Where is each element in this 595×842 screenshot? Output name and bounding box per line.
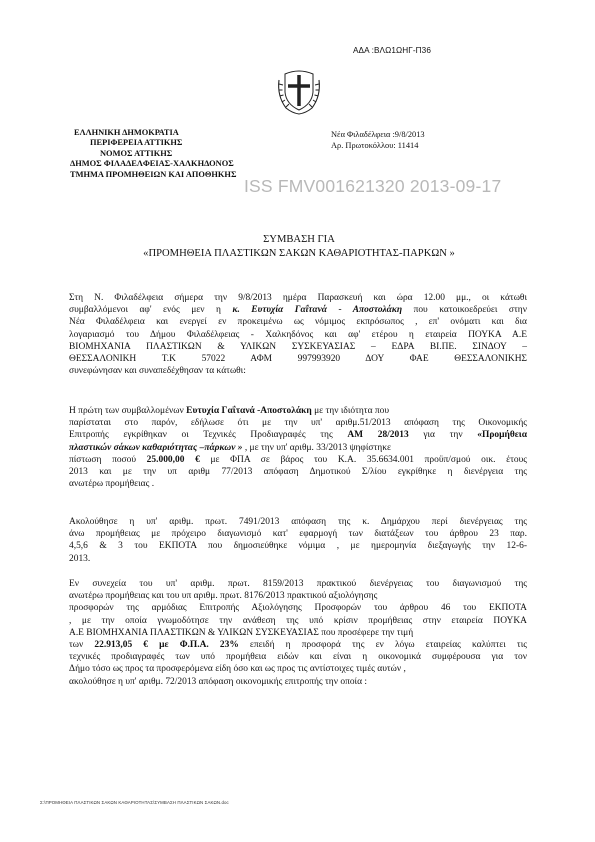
protocol-number: Αρ. Πρωτοκόλλου: 11414 — [331, 140, 419, 150]
paragraph-parties: Στη Ν. Φιλαδέλφεια σήμερα την 9/8/2013 ημέρα Παρασκευή και ώρα 12.00 μμ., οι κάτωθι συμβαλλόμενοι αφ' ενός μεν η κ. Ευτυχία Γαΐτανά - Αποστολάκη που κατοικοεδρεύει στην Νέα Φιλαδέλφεια και ενεργεί εν προκειμένω ως νόμιμος εκπρόσωπος , επ' ονόματι και δια λογαριασμό του Δήμου Φιλαδέλφειας - Χαλκηδόνος και αφ' ετέρου η εταιρεία ΠΟΥΚΑ Α.Ε ΒΙΟΜΗΧΑΝΙΑ ΠΛΑΣΤΙΚΩΝ & ΥΛΙΚΩΝ ΣΥΣΚΕΥΑΣΙΑΣ – ΕΔΡΑ ΒΙ.ΠΕ. ΣΙΝΔΟΥ – ΘΕΣΣΑΛΟΝΙΚΗ Τ.Κ 57022 ΑΦΜ 997993920 ΔΟΥ ΦΑΕ ΘΕΣΣΑΛΟΝΙΚΗΣ συνεφώνησαν και συναπεδέχθησαν τα κάτωθι: — [69, 293, 527, 377]
iss-watermark: ISS FMV001621320 2013-09-17 — [244, 176, 502, 196]
paragraph-mayor-decision: Ακολούθησε η υπ' αριθμ. πρωτ. 7491/2013 απόφαση της κ. Δημάρχου περί διενέργειας της άνω προμήθειας με πρόχειρο διαγωνισμό κατ' εφαρμογή των διατάξεων του άρθρου 23 παρ. 4,5,6 & 3 του ΕΚΠΟΤΑ που δημοσιεύθηκε νόμιμα , με ημερομηνία διεξαγωγής την 12-6- 2013. — [69, 517, 527, 564]
ada-number: ΑΔΑ :ΒΛΩ1ΩΗΓ-Π36 — [353, 46, 431, 55]
file-path-footer: Σ:\ΠΡΟΜΗΘΕΙΑ ΠΛΑΣΤΙΚΩΝ ΣΑΚΩΝ ΚΑΘΑΡΙΟΤΗΤΑΣ\ΣΥΜΒΑΣΗ ΠΛΑΣΤΙΚΩΝ ΣΑΚΩΝ.doc — [40, 800, 229, 805]
title-line-1: ΣΥΜΒΑΣΗ ΓΙΑ — [263, 234, 335, 245]
contract-title — [84, 233, 514, 261]
date-protocol-header — [331, 130, 425, 151]
paragraph-award: Εν συνεχεία του υπ' αριθμ. πρωτ. 8159/2013 πρακτικού διενέργειας του διαγωνισμού της ανωτέρω προμήθειας και του υπ αριθμ. πρωτ. 8176/2013 πρακτικού αξιολόγησης προσφορών της αρμόδιας Επιτροπής Αξιολόγησης Προσφορών του άρθρου 46 του ΕΚΠΟΤΑ , με την οποία γνωμοδότησε την ανάθεση της υπό κρίσιν προμήθειας στην εταιρεία ΠΟΥΚΑ Α.Ε ΒΙΟΜΗΧΑΝΙΑ ΠΛΑΣΤΙΚΩΝ & ΥΛΙΚΩΝ ΣΥΣΚΕΥΑΣΙΑΣ που προσέφερε την τιμή των 22.913,05 € με Φ.Π.Α. 23% επειδή η προσφορά της εν λόγω εταιρείας καλύπτει τις τεχνικές προδιαγραφές των υπό προμήθεια ειδών και είναι η οικονομικά συμφέρουσα για τον Δήμο τόσο ως προς τα προσφερόμενα είδη όσο και ως προς τις αντίστοιχες τιμές αυτών , ακολούθησε η υπ' αριθμ. 72/2013 απόφαση οικονομικής επιτροπής την οποία : — [69, 579, 527, 687]
header-prefecture: ΝΟΜΟΣ ΑΤΤΙΚΗΣ — [100, 148, 173, 158]
paragraph-approval: Η πρώτη των συμβαλλομένων Ευτυχία Γαΐτανά -Αποστολάκη με την ιδιότητα που παρίσταται στο παρόν, εδήλωσε ότι με την υπ' αριθμ.51/2013 απόφαση της Οικονομικής Επιτροπής εγκρίθηκαν οι Τεχνικές Προδιαγραφές της ΑΜ 28/2013 για την «Προμήθεια πλαστικών σάκων καθαριότητας –πάρκων » , με την υπ' αριθμ. 33/2013 ψηφίστηκε πίστωση ποσού 25.000,00 € με ΦΠΑ σε βάρος του Κ.Α. 35.6634.001 προϋπ/σμού οικ. έτους 2013 και με την υπ αριθμ 77/2013 απόφαση Δημοτικού Σ/λίου εγκρίθηκε η διενέργεια της ανωτέρω προμήθειας . — [69, 406, 528, 490]
header-department: ΤΜΗΜΑ ΠΡΟΜΗΘΕΙΩΝ ΚΑΙ ΑΠΟΘΗΚΗΣ — [70, 169, 237, 179]
header-republic: ΕΛΛΗΝΙΚΗ ΔΗΜΟΚΡΑΤΙΑ — [74, 128, 179, 137]
issuer-header — [70, 128, 310, 180]
greek-coat-of-arms-emblem — [276, 66, 322, 116]
header-region: ΠΕΡΙΦΕΡΕΙΑ ΑΤΤΙΚΗΣ — [90, 138, 183, 148]
header-municipality: ΔΗΜΟΣ ΦΙΛΑΔΕΛΦΕΙΑΣ-ΧΑΛΚΗΔΟΝΟΣ — [70, 159, 234, 169]
title-line-2: «ΠΡΟΜΗΘΕΙΑ ΠΛΑΣΤΙΚΩΝ ΣΑΚΩΝ ΚΑΘΑΡΙΟΤΗΤΑΣ-ΠΑΡΚΩΝ » — [143, 248, 455, 259]
document-date: Νέα Φιλαδέλφεια :9/8/2013 — [331, 130, 425, 139]
